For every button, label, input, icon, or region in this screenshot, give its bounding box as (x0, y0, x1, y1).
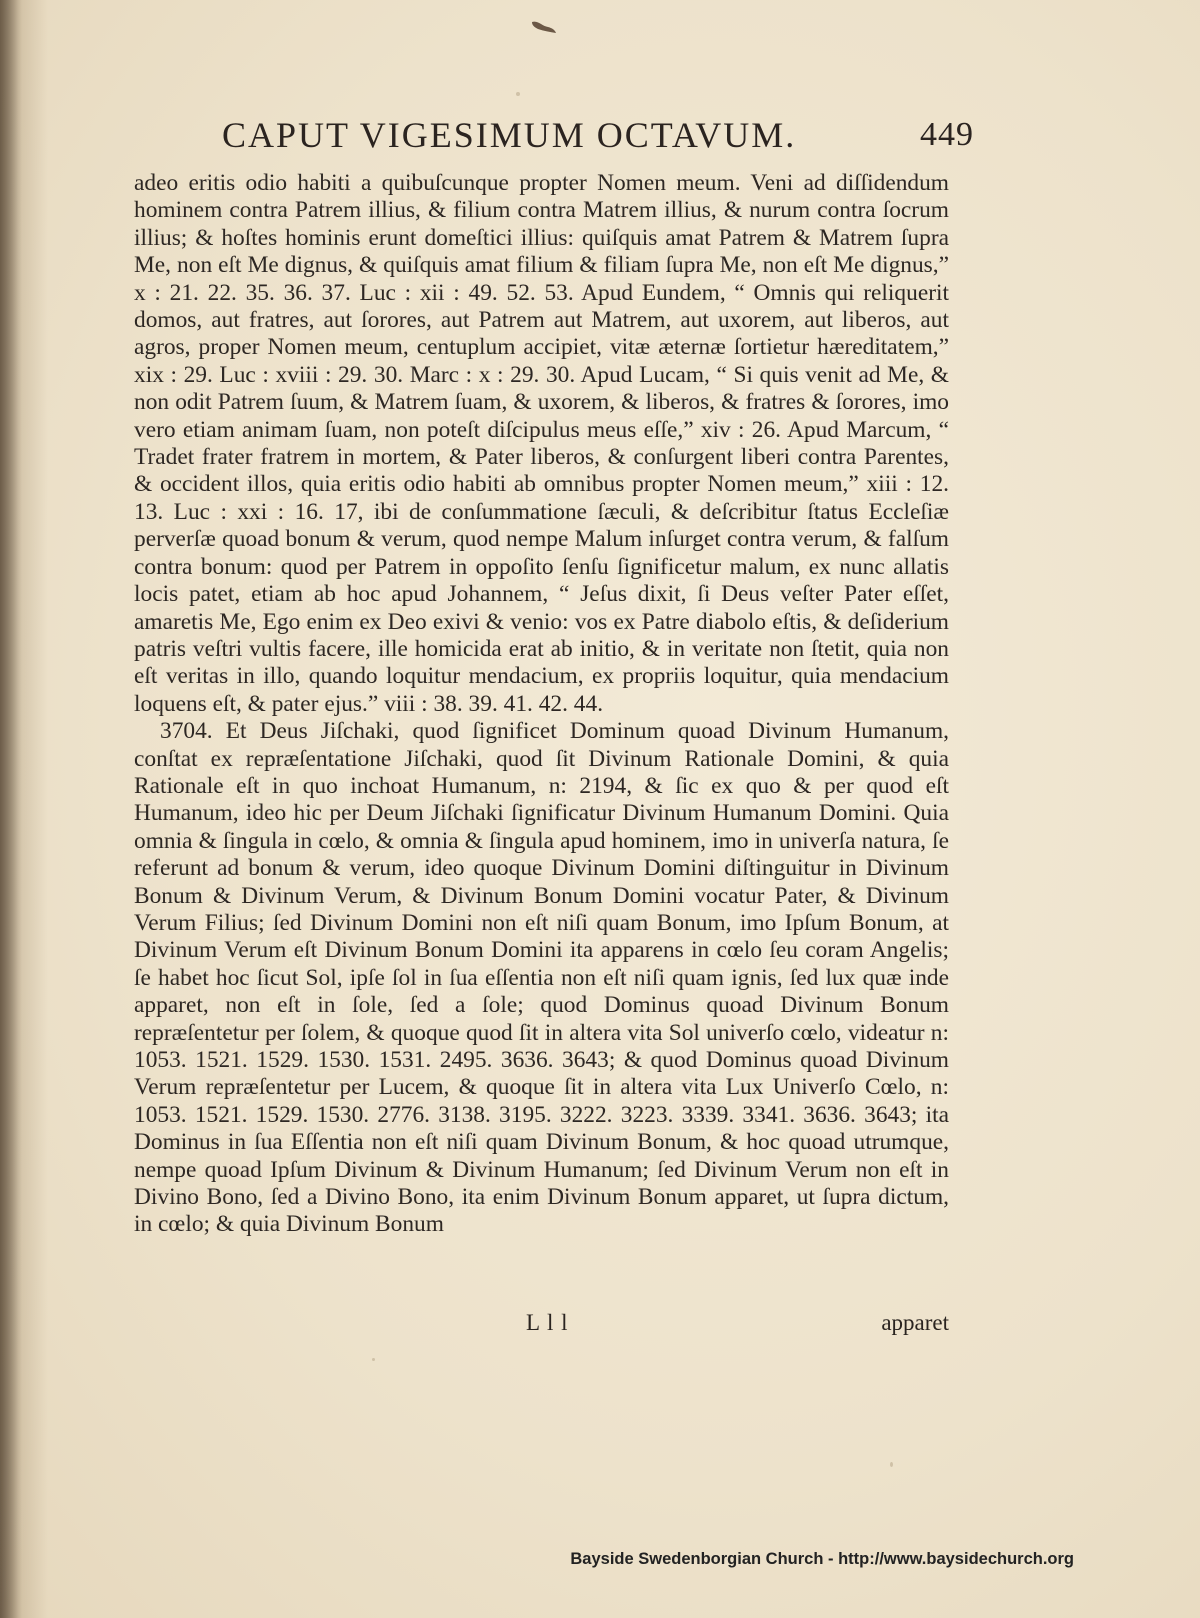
body-text (134, 170, 949, 1239)
catch-line (134, 1310, 949, 1340)
paper-speck (372, 1358, 375, 1361)
catchword: apparet (881, 1310, 949, 1335)
paragraph-continuation: adeo eritis odio habiti a quibuſcunque propter Nomen meum. Veni ad diſſidendum hominem contra Patrem illius, & filium contra Matrem illius, & nurum contra ſocrum illius; & hoſtes hominis erunt domeſtici illius: quiſquis amat Patrem & Matrem ſupra Me, non eſt Me dignus, & quiſquis amat filium & filiam ſupra Me, non eſt Me dignus,” x : 21. 22. 35. 36. 37. Luc : xii : 49. 52. 53. Apud Eundem, “ Omnis qui reliquerit domos, aut fratres, aut ſorores, aut Patrem aut Matrem, aut uxorem, aut liberos, aut agros, proper Nomen meum, centuplum accipiet, vitæ æternæ ſortietur hæreditatem,” xix : 29. Luc : xviii : 29. 30. Marc : x : 29. 30. Apud Lucam, “ Si quis venit ad Me, & non odit Patrem ſuum, & Matrem ſuam, & uxorem, & liberos, & fratres & ſorores, imo vero etiam animam ſuam, non poteſt diſcipulus meus eſſe,” xiv : 26. Apud Marcum, “ Tradet frater fratrem in mortem, & Pater liberos, & conſurgent liberi contra Parentes, & occident illos, quia eritis odio habiti ab omnibus propter Nomen meum,” xiii : 12. 13. Luc : xxi : 16. 17, ibi de conſummatione ſæculi, & deſcribitur ſtatus Eccleſiæ perverſæ quoad bonum & verum, quod nempe Malum inſurget contra verum, & falſum contra bonum: quod per Patrem in oppoſito ſenſu ſignificetur malum, ex nunc allatis locis patet, etiam ab hoc apud Johannem, “ Jeſus dixit, ſi Deus veſter Pater eſſet, amaretis Me, Ego enim ex Deo exivi & venio: vos ex Patre diabolo eſtis, & deſiderium patris veſtri vultis facere, ille homicida erat ab initio, & in veritate non ſtetit, quia non eſt veritas in illo, quando loquitur mendacium, ex propriis loquitur, quia mendacium loquens eſt, & pater ejus.” viii : 38. 39. 41. 42. 44. (134, 170, 949, 717)
source-credit: Bayside Swedenborgian Church - http://www.baysidechurch.org (570, 1550, 1074, 1568)
paragraph-3704: 3704. Et Deus Jiſchaki, quod ſignificet Dominum quoad Divinum Humanum, conſtat ex repræſentatione Jiſchaki, quod ſit Divinum Rationale Domini, & quia Rationale eſt in quo inchoat Humanum, n: 2194, & ſic ex quo & per quod eſt Humanum, ideo hic per Deum Jiſchaki ſignificatur Divinum Humanum Domini. Quia omnia & ſingula in cœlo, & omnia & ſingula apud hominem, imo in univerſa natura, ſe referunt ad bonum & verum, ideo quoque Divinum Domini diſtinguitur in Divinum Bonum & Divinum Verum, & Divinum Bonum Domini vocatur Pater, & Divinum Verum Filius; ſed Divinum Domini non eſt niſi quam Bonum, imo Ipſum Bonum, at Divinum Verum eſt Divinum Bonum Domini ita apparens in cœlo ſeu coram Angelis; ſe habet hoc ſicut Sol, ipſe ſol in ſua eſſentia non eſt niſi quam ignis, ſed lux quæ inde apparet, non eſt in ſole, ſed a ſole; quod Dominus quoad Divinum Bonum repræſentetur per ſolem, & quoque quod ſit in altera vita Sol univerſo cœlo, videatur n: 1053. 1521. 1529. 1530. 1531. 2495. 3636. 3643; & quod Dominus quoad Divinum Verum repræſentetur per Lucem, & quoque ſit in altera vita Lux Univerſo Cœlo, n: 1053. 1521. 1529. 1530. 2776. 3138. 3195. 3222. 3223. 3339. 3341. 3636. 3643; ita Dominus in ſua Eſſentia non eſt niſi quam Divinum Bonum, & hoc quoad utrumque, nempe quoad Ipſum Divinum & Divinum Humanum; ſed Divinum Verum non eſt in Divino Bono, ſed a Divino Bono, ita enim Divinum Bonum apparet, ut ſupra dictum, in cœlo; & quia Divinum Bonum (134, 718, 949, 1238)
paper-speck (516, 92, 520, 96)
chapter-title: CAPUT VIGESIMUM OCTAVUM. (222, 115, 797, 155)
running-head (222, 114, 974, 164)
paper-speck (890, 1462, 893, 1467)
signature-mark: L l l (526, 1310, 569, 1335)
ink-mark-icon (528, 18, 558, 36)
page-number: 449 (920, 116, 974, 153)
spine-shadow (0, 0, 22, 1618)
